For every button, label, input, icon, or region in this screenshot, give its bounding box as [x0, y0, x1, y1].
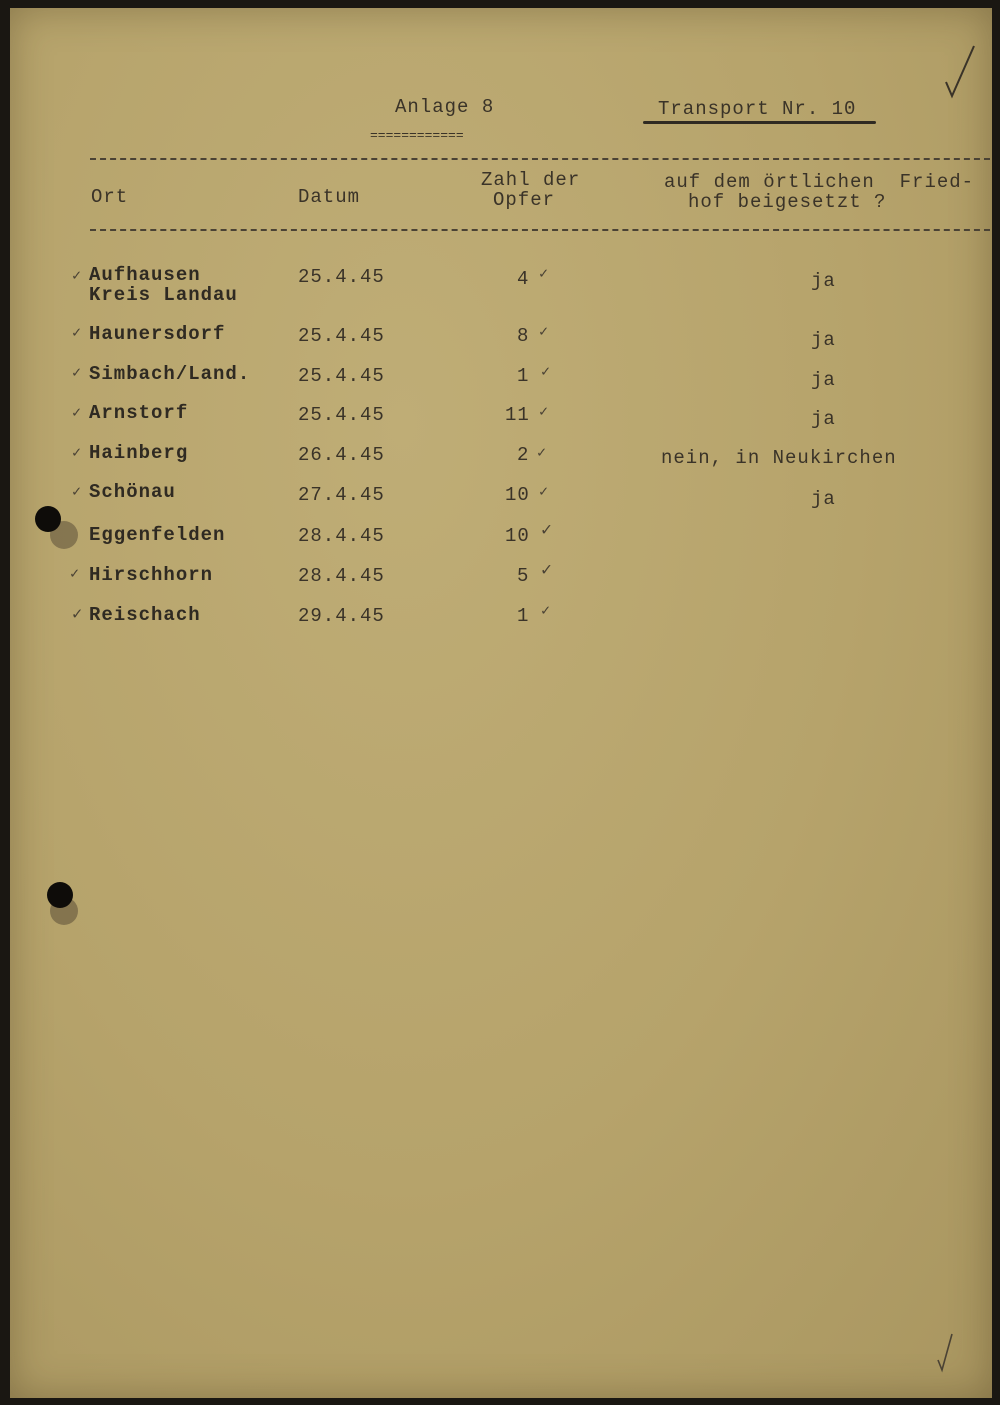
col-header-datum: Datum [298, 186, 361, 208]
row-ort: Haunersdorf [89, 323, 226, 345]
check-mark-icon: ✓ [537, 445, 547, 462]
col-header-friedhof-1: auf dem örtlichen Fried- [664, 171, 975, 193]
check-mark-icon: ✓ [539, 324, 549, 341]
row-datum: 28.4.45 [298, 565, 385, 587]
check-mark-icon: ✓ [72, 606, 83, 625]
col-header-ort: Ort [91, 186, 129, 208]
row-ort: Schönau [89, 481, 176, 503]
row-ort: Aufhausen [89, 264, 201, 286]
check-mark-icon [932, 1330, 962, 1375]
col-header-friedhof-2: hof beigesetzt ? [688, 191, 887, 213]
row-ort: Simbach/Land. [89, 363, 251, 385]
header-rule-top [90, 158, 990, 160]
row-ort: Arnstorf [89, 402, 189, 424]
check-mark-icon: ✓ [72, 484, 82, 501]
document-page [10, 8, 992, 1398]
check-mark-icon: ✓ [72, 365, 82, 382]
transport-underline [643, 121, 876, 124]
row-ort: Hainberg [89, 442, 189, 464]
row-datum: 26.4.45 [298, 444, 385, 466]
row-friedhof: ja [811, 408, 836, 430]
row-friedhof: ja [811, 270, 836, 292]
row-datum: 28.4.45 [298, 525, 385, 547]
row-datum: 25.4.45 [298, 325, 385, 347]
punch-hole [47, 882, 73, 908]
row-ort-line2: Kreis Landau [89, 284, 238, 306]
row-zahl: 1 [517, 365, 530, 387]
row-datum: 25.4.45 [298, 404, 385, 426]
row-zahl: 4 [517, 268, 530, 290]
row-ort: Hirschhorn [89, 564, 214, 586]
row-zahl: 2 [517, 444, 530, 466]
col-header-zahl-1: Zahl der [481, 169, 581, 191]
row-zahl: 8 [517, 325, 530, 347]
row-ort: Eggenfelden [89, 524, 226, 546]
check-mark-icon: ✓ [539, 484, 549, 501]
transport-title: Transport Nr. 10 [658, 98, 857, 120]
row-datum: 29.4.45 [298, 605, 385, 627]
punch-hole [35, 506, 61, 532]
check-mark-icon: ✓ [72, 268, 82, 285]
row-zahl: 10 [505, 525, 530, 547]
row-datum: 25.4.45 [298, 266, 385, 288]
check-mark-icon: ✓ [72, 445, 82, 462]
check-mark-icon [940, 42, 980, 102]
header-rule-bottom [90, 229, 990, 231]
row-friedhof: nein, in Neukirchen [661, 447, 897, 469]
col-header-zahl-2: Opfer [493, 189, 556, 211]
row-zahl: 1 [517, 605, 530, 627]
check-mark-icon: ✓ [539, 404, 549, 421]
row-friedhof: ja [811, 329, 836, 351]
check-mark-icon: ✓ [70, 566, 80, 583]
check-mark-icon: ✓ [541, 521, 552, 541]
row-zahl: 11 [505, 404, 530, 426]
row-zahl: 10 [505, 484, 530, 506]
check-mark-icon: ✓ [539, 266, 549, 283]
check-mark-icon: ✓ [72, 325, 82, 342]
row-zahl: 5 [517, 565, 530, 587]
check-mark-icon: ✓ [541, 561, 552, 581]
anlage-underline: ============ [370, 128, 464, 143]
check-mark-icon: ✓ [541, 364, 551, 381]
row-datum: 25.4.45 [298, 365, 385, 387]
row-datum: 27.4.45 [298, 484, 385, 506]
check-mark-icon: ✓ [541, 603, 551, 620]
check-mark-icon: ✓ [72, 405, 82, 422]
row-friedhof: ja [811, 488, 836, 510]
anlage-title: Anlage 8 [395, 96, 495, 118]
row-ort: Reischach [89, 604, 201, 626]
row-friedhof: ja [811, 369, 836, 391]
